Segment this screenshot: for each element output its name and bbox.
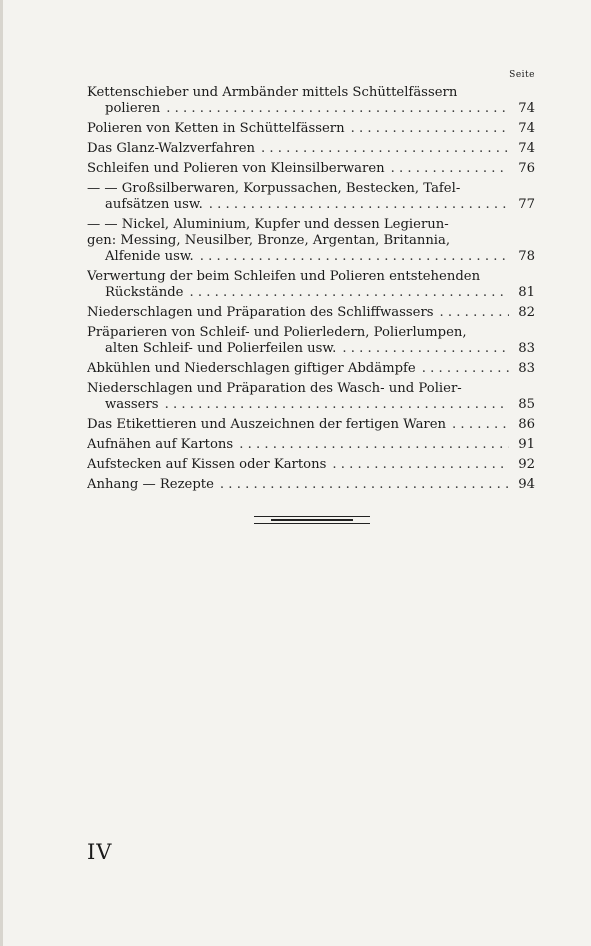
leader-dots (189, 285, 509, 301)
toc-entry-last-line (87, 361, 535, 377)
divider-line-top (254, 516, 370, 517)
toc-entry-title: Anhang — Rezepte (87, 477, 214, 492)
table-of-contents (87, 85, 535, 497)
leader-dots (209, 197, 509, 213)
ornamental-divider (254, 516, 370, 526)
leader-dots (342, 341, 509, 357)
toc-entry (87, 417, 535, 433)
toc-entry (87, 85, 535, 117)
toc-entry-page: 77 (518, 197, 535, 212)
toc-entry-title: Das Etikettieren und Auszeichnen der fertigen Waren (87, 417, 447, 432)
toc-entry-page: 82 (518, 305, 535, 320)
toc-entry-title: aufsätzen usw. (105, 197, 203, 212)
toc-entry-title: Polieren von Ketten in Schüttelfässern (87, 121, 345, 136)
leader-dots (261, 141, 509, 157)
leader-dots (391, 161, 509, 177)
toc-entry-title: Das Glanz-Walzverfahren (87, 141, 256, 156)
leader-dots (422, 361, 509, 377)
leader-dots (220, 477, 509, 493)
toc-entry-page: 91 (518, 437, 535, 452)
toc-entry-title: Abkühlen und Niederschlagen giftiger Abdämpfe (87, 361, 416, 376)
toc-entry-last-line (87, 285, 535, 301)
toc-entry (87, 141, 535, 157)
toc-entry-last-line (87, 249, 535, 265)
toc-entry-line: gen: Messing, Neusilber, Bronze, Argentan, Britannia, (87, 233, 451, 248)
toc-entry-title: Niederschlagen und Präparation des Schliffwassers (87, 305, 434, 320)
toc-entry-page: 74 (518, 141, 535, 156)
page-edge-shadow (0, 0, 3, 946)
toc-entry-line: Niederschlagen und Präparation des Wasch- und Polier- (87, 381, 462, 396)
toc-entry (87, 161, 535, 177)
toc-entry (87, 325, 535, 357)
toc-entry (87, 477, 535, 493)
leader-dots (239, 437, 509, 453)
toc-entry (87, 305, 535, 321)
leader-dots (166, 101, 509, 117)
toc-entry-last-line (87, 457, 535, 473)
toc-entry-page: 76 (518, 161, 535, 176)
toc-entry-page: 81 (518, 285, 535, 300)
toc-entry-last-line (87, 305, 535, 321)
toc-entry (87, 121, 535, 137)
page-number: IV (87, 840, 113, 864)
leader-dots (165, 397, 509, 413)
toc-entry (87, 381, 535, 413)
leader-dots (200, 249, 509, 265)
toc-entry-title: Aufstecken auf Kissen oder Kartons (87, 457, 327, 472)
toc-entry-last-line (87, 101, 535, 117)
toc-entry (87, 217, 535, 265)
toc-entry-title: Rückstände (105, 285, 184, 300)
leader-dots (452, 417, 509, 433)
toc-entry (87, 437, 535, 453)
toc-entry-page: 83 (518, 341, 535, 356)
toc-entry-last-line (87, 197, 535, 213)
toc-entry-last-line (87, 121, 535, 137)
toc-entry-line: Kettenschieber und Armbänder mittels Schüttelfässern (87, 85, 458, 100)
toc-entry (87, 181, 535, 213)
toc-entry-page: 74 (518, 121, 535, 136)
toc-entry-title: polieren (105, 101, 161, 116)
leader-dots (440, 305, 509, 321)
toc-entry-last-line (87, 161, 535, 177)
divider-line-bottom (254, 523, 370, 524)
toc-entry-page: 94 (518, 477, 535, 492)
leader-dots (332, 457, 509, 473)
toc-entry-last-line (87, 477, 535, 493)
toc-entry-line: — — Nickel, Aluminium, Kupfer und dessen Legierun- (87, 217, 449, 232)
toc-entry-title: Schleifen und Polieren von Kleinsilberwaren (87, 161, 385, 176)
page-column-label: Seite (509, 70, 535, 80)
toc-entry-page: 92 (518, 457, 535, 472)
toc-entry-title: Alfenide usw. (105, 249, 194, 264)
leader-dots (351, 121, 509, 137)
toc-entry-line: Präparieren von Schleif- und Polierledern, Polierlumpen, (87, 325, 467, 340)
toc-entry (87, 269, 535, 301)
toc-entry-last-line (87, 397, 535, 413)
toc-entry-title: wassers (105, 397, 159, 412)
toc-entry-page: 74 (518, 101, 535, 116)
toc-entry (87, 361, 535, 377)
divider-line-middle (271, 519, 352, 521)
toc-entry (87, 457, 535, 473)
toc-entry-last-line (87, 341, 535, 357)
toc-entry-title: alten Schleif- und Polierfeilen usw. (105, 341, 337, 356)
toc-entry-page: 86 (518, 417, 535, 432)
toc-entry-page: 83 (518, 361, 535, 376)
toc-entry-title: Aufnähen auf Kartons (87, 437, 234, 452)
toc-entry-last-line (87, 141, 535, 157)
toc-entry-page: 85 (518, 397, 535, 412)
toc-entry-line: — — Großsilberwaren, Korpussachen, Bestecken, Tafel- (87, 181, 461, 196)
toc-entry-line: Verwertung der beim Schleifen und Polieren entstehenden (87, 269, 481, 284)
toc-entry-last-line (87, 417, 535, 433)
toc-entry-page: 78 (518, 249, 535, 264)
toc-entry-last-line (87, 437, 535, 453)
